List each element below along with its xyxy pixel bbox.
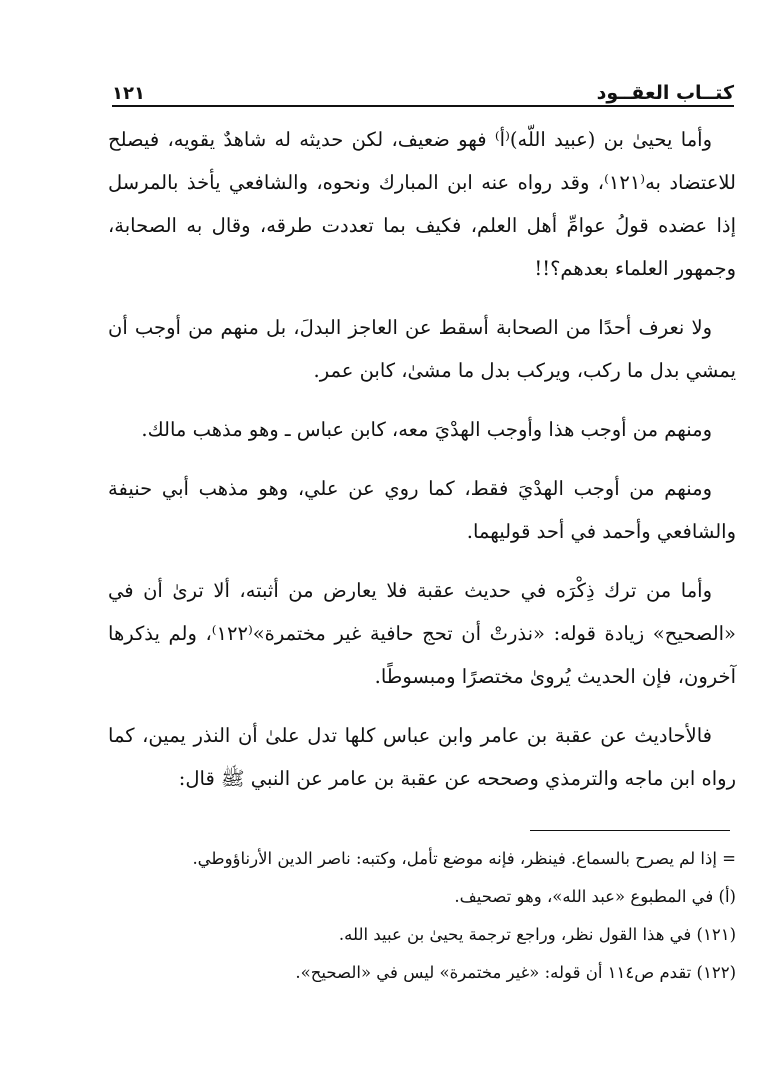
paragraph: ولا نعرف أحدًا من الصحابة أسقط عن العاجز البدلَ، بل منهم من أوجب أن يمشي بدل ما ركب، ويركب بدل ما مشىٰ، كابن عمر.: [108, 316, 736, 382]
footnote: (١٢٢) تقدم ص١١٤ أن قوله: «غير مختمرة» ليس في «الصحيح».: [295, 963, 736, 982]
header-rule: [112, 105, 734, 107]
footnotes: [108, 842, 736, 990]
footnote: (أ) في المطبوع «عبد الله»، وهو تصحيف.: [454, 887, 736, 906]
paragraph: ومنهم من أوجب هذا وأوجب الهدْيَ معه، كابن عباس ـ وهو مذهب مالك.: [141, 418, 712, 441]
footnote: (١٢١) في هذا القول نظر، وراجع ترجمة يحيىٰ بن عبيد الله.: [338, 925, 736, 944]
footnote-separator: [530, 830, 730, 831]
running-header: [112, 76, 734, 104]
footnote-continuation: = إذا لم يصرح بالسماع. فينظر، فإنه موضع تأمل، وكتبه: ناصر الدين الأرناؤوطي.: [192, 849, 736, 868]
paragraph: وأما من ترك ذِكْرَه في حديث عقبة فلا يعارض من أثبته، ألا ترىٰ أن في «الصحيح» زيادة قوله: «نذرتْ أن تحج حافية غير مختمرة»⁽١٢٢⁾، ولم يذكرها آخرون، فإن الحديث يُروىٰ مختصرًا ومبسوطًا.: [108, 579, 736, 688]
paragraph: فالأحاديث عن عقبة بن عامر وابن عباس كلها تدل علىٰ أن النذر يمين، كما رواه ابن ماجه والترمذي وصححه عن عقبة بن عامر عن النبي ﷺ قال:: [108, 724, 736, 790]
paragraph: وأما يحيىٰ بن (عبيد اللّه)⁽أ⁾ فهو ضعيف، لكن حديثه له شاهدٌ يقويه، فيصلح للاعتضاد به⁽١٢١⁾، وقد رواه عنه ابن المبارك ونحوه، والشافعي يأخذ بالمرسل إذا عضده قولُ عوامِّ أهل العلم، فكيف بما تعددت طرقه، وقال به الصحابة، وجمهور العلماء بعدهم؟!!: [108, 128, 736, 280]
page-number: ١٢١: [112, 83, 145, 104]
body-text: [108, 118, 736, 816]
paragraph: ومنهم من أوجب الهدْيَ فقط، كما روي عن علي، وهو مذهب أبي حنيفة والشافعي وأحمد في أحد قوليهما.: [108, 477, 736, 543]
book-title: كتــاب العقــود: [596, 82, 734, 104]
